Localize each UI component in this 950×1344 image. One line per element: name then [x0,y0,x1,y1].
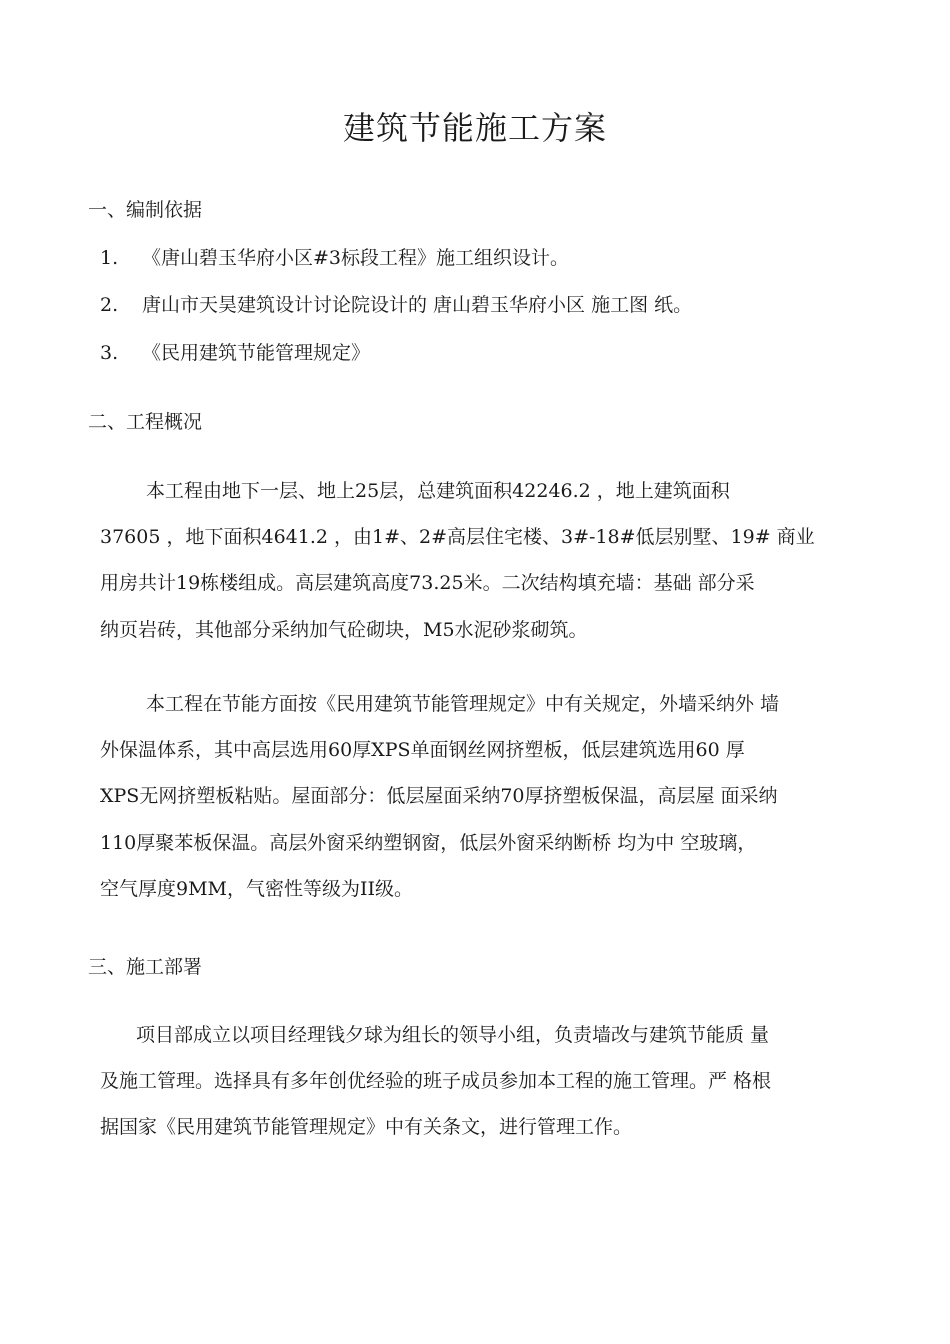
overview-paragraph-1 [100,468,860,653]
paragraph-line: 项目部成立以项目经理钱夕球为组长的领导小组，负责墙改与建筑节能质 量 [136,1024,770,1046]
list-item-text: 《民用建筑节能管理规定》 [142,342,371,364]
paragraph-line: 37605 ，地下面积4641.2 ，由1#、2#高层住宅楼、3#-18#低层别墅、19# 商业 [100,526,815,549]
paragraph-line: 110厚聚苯板保温。高层外窗采纳塑钢窗，低层外窗采纳断桥 均为中 空玻璃， [100,831,757,854]
overview-paragraph-2 [100,681,860,912]
list-item-number: 2. [100,294,119,316]
list-item [100,291,692,319]
section-heading-deployment: 三、施工部署 [88,956,203,978]
paragraph-line: 及施工管理。选择具有多年创优经验的班子成员参加本工程的施工管理。严 格根 [100,1070,772,1093]
paragraph-line: XPS无网挤塑板粘贴。屋面部分：低层屋面采纳70厚挤塑板保温，高层屋 面采纳 [100,785,778,808]
paragraph-line: 空气厚度9MM，气密性等级为II级。 [100,877,414,900]
list-item-number: 3. [100,342,119,364]
paragraph-line: 外保温体系，其中高层选用60厚XPS单面钢丝网挤塑板，低层建筑选用60 厚 [100,739,745,762]
list-item [100,244,569,272]
deployment-paragraph [100,1012,860,1151]
paragraph-line: 据国家《民用建筑节能管理规定》中有关条文，进行管理工作。 [100,1116,633,1139]
section-heading-overview: 二、工程概况 [88,411,203,433]
list-item-text: 唐山市天昊建筑设计讨论院设计的 唐山碧玉华府小区 施工图 纸。 [142,294,693,316]
paragraph-line: 纳页岩砖，其他部分采纳加气砼砌块，M5水泥砂浆砌筑。 [100,618,588,641]
document-title: 建筑节能施工方案 [342,109,607,147]
paragraph-line: 本工程在节能方面按《民用建筑节能管理规定》中有关规定，外墙采纳外 墙 [146,693,780,715]
list-item-number: 1. [100,247,119,269]
paragraph-line: 用房共计19栋楼组成。高层建筑高度73.25米。二次结构填充墙：基础 部分采 [100,572,755,595]
list-item [100,339,370,367]
list-item-text: 《唐山碧玉华府小区#3标段工程》施工组织设计。 [142,247,570,269]
section-heading-basis: 一、编制依据 [88,199,203,221]
paragraph-line: 本工程由地下一层、地上25层，总建筑面积42246.2 ，地上建筑面积 [146,480,730,502]
